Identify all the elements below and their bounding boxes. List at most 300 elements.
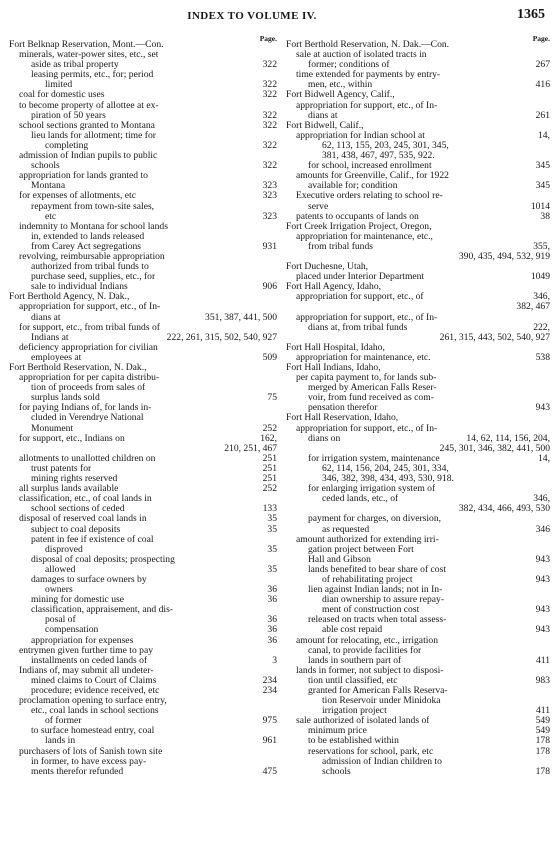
entry-text: appropriation for per capita distribu-	[19, 373, 160, 384]
index-entry	[9, 90, 277, 100]
index-entry	[286, 343, 550, 353]
entry-text: in former, to have excess pay-	[31, 756, 147, 767]
entry-pages: 475	[262, 766, 277, 777]
index-entry	[9, 757, 277, 767]
index-entry	[286, 403, 550, 413]
index-entry	[286, 484, 550, 494]
entry-text: admission of Indian pupils to public	[19, 151, 158, 162]
entry-pages: 931	[262, 241, 277, 252]
entry-text: allotments to unallotted children on	[19, 453, 156, 464]
entry-text: tion of proceeds from sales of	[31, 383, 146, 394]
entry-text: Fort Bidwell, Calif.,	[286, 120, 364, 131]
entry-pages: 322	[262, 90, 277, 101]
entry-text: all surplus lands available	[19, 484, 119, 495]
index-entry	[9, 302, 277, 312]
index-entry	[286, 313, 550, 323]
entry-text: dian ownership to assure repay-	[322, 595, 445, 606]
entry-text: reservations for school, park, etc	[308, 746, 434, 757]
entry-text: deficiency appropriation for civilian	[19, 342, 158, 353]
index-entry	[286, 383, 550, 393]
entry-pages: 267	[535, 60, 550, 71]
entry-pages: 411	[535, 706, 550, 717]
index-entry	[9, 212, 277, 222]
index-entry	[286, 545, 550, 555]
entry-text: minimum price	[308, 726, 367, 737]
entry-text: Indians at	[31, 332, 69, 343]
entry-text: limited	[45, 80, 73, 91]
entry-text: amount for relocating, etc., irrigation	[296, 635, 438, 646]
entry-pages: 323	[262, 191, 277, 202]
entry-pages: 390, 435, 494, 532, 919	[458, 251, 550, 262]
index-entry	[9, 121, 277, 131]
entry-pages: 943	[535, 605, 550, 616]
entry-text: 62, 113, 155, 203, 245, 301, 345,	[322, 140, 449, 151]
entry-text: Fort Hall Reservation, Idaho,	[286, 413, 399, 424]
entry-pages: 382, 467	[516, 302, 550, 313]
entry-text: classification, etc., of coal lands in	[19, 494, 152, 505]
entry-pages: 1049	[530, 272, 550, 283]
index-entry	[286, 333, 550, 343]
index-entry	[9, 535, 277, 545]
index-entry	[286, 242, 550, 252]
index-entry	[286, 252, 550, 262]
entry-text: tion until classified, etc	[308, 675, 398, 686]
page-column-header: Page.	[532, 34, 550, 43]
entry-pages: 251	[262, 474, 277, 485]
index-entry	[286, 222, 550, 232]
index-entry	[286, 474, 550, 484]
entry-text: owners	[45, 585, 73, 596]
entry-pages: 35	[267, 524, 277, 535]
index-entry	[286, 151, 550, 161]
index-entry	[9, 514, 277, 524]
entry-text: irrigation project	[322, 706, 387, 717]
entry-text: from tribal funds	[308, 241, 374, 252]
entry-text: in, extended to lands released	[31, 231, 145, 242]
entry-text: revolving, reimbursable appropriation	[19, 251, 165, 262]
entry-text: placed under Interior Department	[296, 272, 425, 283]
entry-text: appropriation for support, etc., of In-	[296, 312, 438, 323]
entry-text: available for; condition	[308, 181, 398, 192]
entry-text: indemnity to Montana for school lands	[19, 221, 168, 232]
entry-text: mining rights reserved	[31, 474, 118, 485]
entry-text: men, etc., within	[308, 80, 373, 91]
entry-text: able cost repaid	[322, 625, 383, 636]
index-entry	[9, 696, 277, 706]
entry-pages: 549	[535, 726, 550, 737]
index-entry	[286, 555, 550, 565]
entry-text: Fort Hall Hospital, Idaho,	[286, 342, 385, 353]
entry-text: of rehabilitating project	[322, 574, 413, 585]
entry-text: ceded lands, etc., of	[322, 494, 399, 505]
entry-text: amount authorized for extending irri-	[296, 534, 439, 545]
index-entry	[286, 575, 550, 585]
entry-pages: 251	[262, 453, 277, 464]
entry-text: disposal of coal deposits; prospecting	[31, 554, 175, 565]
entry-pages: 35	[267, 514, 277, 525]
index-entry	[9, 131, 277, 141]
index-entry	[286, 646, 550, 656]
entry-pages: 75	[267, 393, 277, 404]
entry-pages: 222, 261, 315, 502, 540, 927	[166, 332, 277, 343]
index-entry	[9, 676, 277, 686]
entry-pages: 975	[262, 716, 277, 727]
index-entry	[286, 535, 550, 545]
entry-text: 346, 382, 398, 434, 493, 530, 918.	[322, 474, 454, 485]
entry-text: ment of construction cost	[322, 605, 420, 616]
index-entry	[9, 282, 277, 292]
index-entry	[286, 191, 550, 201]
index-entry	[286, 202, 550, 212]
entry-text: lands in southern part of	[308, 655, 402, 666]
index-entry	[9, 625, 277, 635]
entry-text: appropriation for expenses	[31, 635, 134, 646]
entry-pages: 943	[535, 403, 550, 414]
index-entry	[9, 343, 277, 353]
entry-text: lien against Indian lands; not in In-	[308, 585, 443, 596]
index-entry	[286, 585, 550, 595]
entry-text: disposal of reserved coal lands in	[19, 514, 147, 525]
entry-pages: 210, 251, 467	[224, 443, 277, 454]
entry-text: lieu lands for allotment; time for	[31, 130, 156, 141]
index-entry	[9, 323, 277, 333]
index-entry	[286, 101, 550, 111]
entry-text: lands in former, not subject to disposi-	[296, 665, 444, 676]
right-column	[286, 34, 550, 777]
index-entry	[9, 50, 277, 60]
index-entry	[286, 514, 550, 524]
index-entry	[286, 90, 550, 100]
entry-text: Fort Hall Indians, Idaho,	[286, 363, 381, 373]
entry-text: minerals, water-power sites, etc., set	[19, 50, 159, 61]
index-entry	[9, 504, 277, 514]
entry-pages: 346,	[533, 292, 550, 303]
entry-pages: 416	[535, 80, 550, 91]
entry-text: schools	[31, 161, 60, 172]
entry-pages: 3	[272, 655, 277, 666]
entry-text: ments therefor refunded	[31, 766, 124, 777]
index-entry	[286, 212, 550, 222]
index-entry	[9, 272, 277, 282]
index-entry	[9, 363, 277, 373]
index-entry	[9, 565, 277, 575]
index-entry	[9, 232, 277, 242]
index-entry	[9, 181, 277, 191]
index-entry	[286, 363, 550, 373]
entry-text: dians at	[308, 110, 338, 121]
entry-text: former; conditions of	[308, 60, 390, 71]
index-entry	[286, 40, 550, 50]
entry-pages: 538	[535, 352, 550, 363]
index-entry	[9, 474, 277, 484]
entry-pages: 323	[262, 211, 277, 222]
entry-text: sale at auction of isolated tracts in	[296, 50, 427, 61]
index-entry	[286, 676, 550, 686]
index-entry	[9, 736, 277, 746]
entry-text: appropriation for support, etc., of	[296, 292, 424, 303]
entry-text: pensation therefor	[308, 403, 378, 414]
entry-text: Indians of, may submit all undeter-	[19, 665, 154, 676]
entry-text: damages to surface owners by	[31, 574, 147, 585]
index-entry	[286, 757, 550, 767]
entry-pages: 36	[267, 635, 277, 646]
index-entry	[9, 40, 277, 50]
index-entry	[9, 161, 277, 171]
index-entry	[9, 262, 277, 272]
entry-pages: 261, 315, 443, 502, 540, 927	[439, 332, 550, 343]
index-entry	[286, 282, 550, 292]
index-entry	[9, 80, 277, 90]
index-entry	[9, 434, 277, 444]
index-entry	[9, 494, 277, 504]
index-entry	[9, 333, 277, 343]
index-entry	[9, 424, 277, 434]
index-entry	[286, 767, 550, 777]
index-entry	[9, 686, 277, 696]
entry-pages: 35	[267, 564, 277, 575]
entry-text: dians on	[308, 433, 341, 444]
entry-text: school sections granted to Montana	[19, 120, 155, 131]
entry-pages: 252	[262, 423, 277, 434]
entry-text: amounts for Greenville, Calif., for 1922	[296, 171, 449, 182]
entry-text: appropriation for maintenance, etc.	[296, 352, 431, 363]
index-entry	[9, 353, 277, 363]
entry-text: purchase seed, supplies, etc., for	[31, 272, 156, 283]
entry-text: appropriation for support, etc., of In-	[296, 100, 438, 111]
entry-text: proclamation opening to surface entry,	[19, 696, 167, 707]
entry-text: 62, 114, 156, 204, 245, 301, 334,	[322, 463, 449, 474]
entry-text: 381, 438, 467, 497, 535, 922.	[322, 151, 435, 162]
entry-text: Hall and Gibson	[308, 554, 371, 565]
entry-pages: 983	[535, 675, 550, 686]
entry-pages: 222,	[533, 322, 550, 333]
entry-text: subject to coal deposits	[31, 524, 121, 535]
entry-pages: 261	[535, 110, 550, 121]
entry-text: from Carey Act segregations	[31, 241, 142, 252]
entry-pages: 234	[262, 675, 277, 686]
entry-pages: 351, 387, 441, 500	[205, 312, 277, 323]
index-entry	[286, 111, 550, 121]
entry-text: purchasers of lots of Sanish town site	[19, 746, 163, 757]
entry-text: admission of Indian children to	[322, 756, 442, 767]
index-entry	[286, 686, 550, 696]
entry-text: patent in fee if existence of coal	[31, 534, 154, 545]
index-entry	[286, 121, 550, 131]
entry-pages: 36	[267, 625, 277, 636]
index-entry	[286, 272, 550, 282]
index-entry	[9, 595, 277, 605]
index-entry	[286, 504, 550, 514]
index-entry	[286, 80, 550, 90]
entry-pages: 549	[535, 716, 550, 727]
entry-text: for school, increased enrollment	[308, 161, 432, 172]
entry-pages: 322	[262, 120, 277, 131]
index-entry	[9, 292, 277, 302]
entry-text: merged by American Falls Reser-	[308, 383, 437, 394]
entry-pages: 178	[535, 766, 550, 777]
entry-text: employees at	[31, 352, 82, 363]
page-column-header: Page.	[259, 34, 277, 43]
index-entry	[286, 595, 550, 605]
entry-text: patents to occupants of lands on	[296, 211, 419, 222]
entry-text: time extended for payments by entry-	[296, 70, 441, 81]
entry-pages: 345	[535, 181, 550, 192]
index-entry	[9, 666, 277, 676]
entry-text: installments on ceded lands of	[31, 655, 148, 666]
entry-text: released on tracts when total assess-	[308, 615, 447, 626]
entry-text: payment for charges, on diversion,	[308, 514, 442, 525]
entry-text: trust patents for	[31, 463, 92, 474]
entry-pages: 346,	[533, 494, 550, 505]
entry-text: to surface homestead entry, coal	[31, 726, 155, 737]
entry-pages: 14, 62, 114, 156, 204,	[466, 433, 550, 444]
index-entry	[286, 454, 550, 464]
index-entry	[9, 575, 277, 585]
entry-text: etc., coal lands in school sections	[31, 706, 159, 717]
index-entry	[9, 615, 277, 625]
entry-text: appropriation for Indian school at	[296, 130, 425, 141]
index-entry	[9, 171, 277, 181]
entry-pages: 36	[267, 615, 277, 626]
entry-pages: 322	[262, 60, 277, 71]
entry-pages: 133	[262, 504, 277, 515]
entry-text: entrymen given further time to pay	[19, 645, 154, 656]
index-entry	[9, 646, 277, 656]
index-entry	[286, 736, 550, 746]
index-entry	[286, 70, 550, 80]
entry-pages: 178	[535, 736, 550, 747]
entry-pages: 382, 434, 466, 493, 530	[458, 504, 550, 515]
index-entry	[286, 393, 550, 403]
entry-pages: 36	[267, 595, 277, 606]
entry-pages: 322	[262, 80, 277, 91]
index-entries-left	[9, 40, 277, 777]
entry-text: canal, to provide facilities for	[308, 645, 422, 656]
entry-text: Monument	[31, 423, 74, 434]
entry-pages: 38	[540, 211, 550, 222]
entry-text: Fort Duchesne, Utah,	[286, 262, 369, 273]
index-entry	[9, 252, 277, 262]
index-entry	[286, 565, 550, 575]
index-entry	[286, 413, 550, 423]
entry-text: dians at, from tribal funds	[308, 322, 408, 333]
entry-pages: 322	[262, 140, 277, 151]
index-entry	[286, 262, 550, 272]
index-entry	[286, 60, 550, 70]
entry-text: mining for domestic use	[31, 595, 124, 606]
index-entry	[286, 605, 550, 615]
index-entry	[286, 161, 550, 171]
entry-text: Fort Creek Irrigation Project, Oregon,	[286, 221, 432, 232]
entry-pages: 234	[262, 686, 277, 696]
index-entry	[9, 60, 277, 70]
entry-pages: 322	[262, 161, 277, 172]
index-entry	[9, 101, 277, 111]
index-entry	[9, 747, 277, 757]
entry-text: for expenses of allotments, etc	[19, 191, 136, 202]
entry-pages: 346	[535, 524, 550, 535]
entry-text: serve	[308, 201, 329, 212]
index-entry	[286, 444, 550, 454]
index-entry	[286, 50, 550, 60]
entry-text: Fort Berthold Reservation, N. Dak.—Con.	[286, 40, 450, 50]
entry-pages: 1014	[530, 201, 550, 212]
entry-text: etc	[45, 211, 57, 222]
index-entry	[9, 555, 277, 565]
index-entry	[9, 726, 277, 736]
entry-text: for paying Indians of, for lands in-	[19, 403, 152, 414]
entry-text: to become property of allottee at ex-	[19, 100, 159, 111]
index-entry	[9, 202, 277, 212]
entry-text: schools	[322, 766, 351, 777]
index-entry	[286, 625, 550, 635]
index-entry	[9, 393, 277, 403]
entry-text: piration of 50 years	[31, 110, 106, 121]
entry-text: lands benefited to bear share of cost	[308, 564, 446, 575]
entry-text: sale authorized of isolated lands of	[296, 716, 430, 727]
entry-text: appropriation for support, etc., of In-	[296, 423, 438, 434]
index-entry	[9, 545, 277, 555]
index-entry	[286, 615, 550, 625]
index-entry	[9, 141, 277, 151]
index-entry	[286, 302, 550, 312]
index-entry	[9, 636, 277, 646]
index-entry	[286, 171, 550, 181]
entry-text: gation project between Fort	[308, 544, 414, 555]
entry-text: procedure; evidence received, etc	[31, 686, 160, 696]
entry-text: Fort Bidwell Agency, Calif.,	[286, 90, 395, 101]
index-entry	[286, 323, 550, 333]
entry-text: Fort Belknap Reservation, Mont.—Con.	[9, 40, 164, 50]
index-entry	[286, 525, 550, 535]
entry-pages: 252	[262, 484, 277, 495]
entry-text: disproved	[45, 544, 83, 555]
index-entry	[9, 444, 277, 454]
entry-text: mined claims to Court of Claims	[31, 675, 157, 686]
running-head-title: INDEX TO VOLUME IV.	[187, 10, 317, 22]
index-entry	[286, 181, 550, 191]
entry-text: Fort Berthold Reservation, N. Dak.,	[9, 363, 147, 373]
index-entry	[9, 585, 277, 595]
index-entries-right	[286, 40, 550, 777]
entry-text: per capita payment to, for lands sub-	[296, 373, 437, 384]
entry-pages: 906	[262, 282, 277, 293]
entry-text: for support, etc., from tribal funds of	[19, 322, 160, 333]
entry-pages: 14,	[538, 130, 550, 141]
entry-pages: 355,	[533, 241, 550, 252]
index-entry	[9, 484, 277, 494]
index-entry	[286, 131, 550, 141]
index-entry	[286, 292, 550, 302]
entry-text: for support, etc., Indians on	[19, 433, 125, 444]
index-entry	[9, 313, 277, 323]
index-entry	[9, 151, 277, 161]
entry-text: to be established within	[308, 736, 399, 747]
entry-text: posal of	[45, 615, 76, 626]
entry-pages: 162,	[260, 433, 277, 444]
entry-text: appropriation for lands granted to	[19, 171, 148, 182]
entry-text: authorized from tribal funds to	[31, 262, 149, 273]
entry-pages: 345	[535, 161, 550, 172]
index-entry	[9, 403, 277, 413]
entry-text: appropriation for maintenance, etc.,	[296, 231, 433, 242]
index-entry	[9, 706, 277, 716]
entry-text: granted for American Falls Reserva-	[308, 686, 448, 696]
index-entry	[9, 767, 277, 777]
entry-text: of former	[45, 716, 82, 727]
index-entry	[286, 232, 550, 242]
index-entry	[9, 656, 277, 666]
